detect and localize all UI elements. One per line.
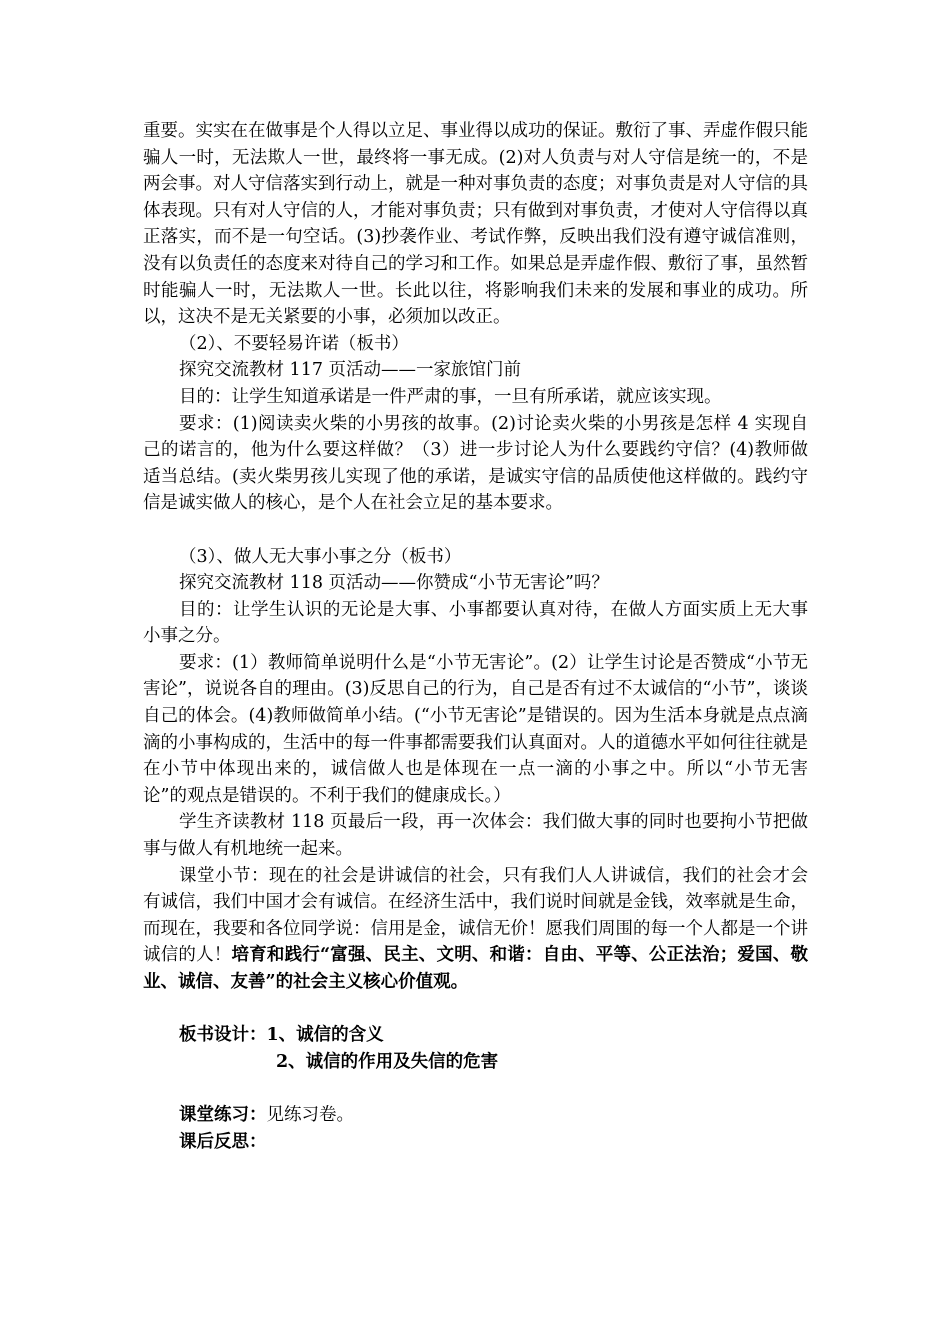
class-practice-text: 见练习卷。 bbox=[266, 1104, 354, 1125]
class-practice-label: 课堂练习： bbox=[179, 1104, 267, 1125]
board-design-item-2: 2、诚信的作用及失信的危害 bbox=[276, 1051, 499, 1072]
section-3-heading: （3）、做人无大事小事之分（板书） bbox=[179, 546, 462, 567]
class-practice bbox=[143, 1102, 808, 1129]
blank-line bbox=[143, 1075, 808, 1102]
section-2-heading: （2）、不要轻易许诺（板书） bbox=[179, 333, 409, 354]
after-class-reflection-label: 课后反思： bbox=[179, 1131, 267, 1152]
blank-line bbox=[143, 517, 808, 544]
core-values-text: 培育和践行“富强、民主、文明、和谐：自由、平等、公正法治；爱国、敬业、诚信、友善”的社会主义核心价值观。 bbox=[143, 945, 808, 992]
section-2-goal: 目的：让学生知道承诺是一件严肃的事，一旦有所承诺，就应该实现。 bbox=[179, 386, 722, 407]
board-design-item-1: 1、诚信的含义 bbox=[266, 1025, 384, 1046]
section-2-requirements: 要求：(1)阅读卖火柴的小男孩的故事。(2)讨论卖火柴的小男孩是怎样 4 实现自己的诺言的，他为什么要这样做？（3）进一步讨论人为什么要践约守信？(4)教师做适当总结。(卖火柴男孩儿实现了他的承诺，是诚实守信的品质使他这样做的。践约守信是诚实做人的核心，是个人在社会立足的基本要求。 bbox=[143, 413, 808, 514]
section-2-activity: 探究交流教材 117 页活动——一家旅馆门前 bbox=[179, 360, 522, 381]
section-3-reading: 学生齐读教材 118 页最后一段，再一次体会：我们做大事的同时也要拘小节把做事与做人有机地统一起来。 bbox=[143, 812, 808, 860]
class-summary bbox=[143, 863, 808, 996]
section-3-goal: 目的：让学生认识的无论是大事、小事都要认真对待，在做人方面实质上无大事小事之分。 bbox=[143, 599, 808, 647]
blank-line bbox=[143, 996, 808, 1023]
document-page bbox=[143, 118, 808, 1155]
paragraph-responsibility: 重要。实实在在做事是个人得以立足、事业得以成功的保证。敷衍了事、弄虚作假只能骗人一时，无法欺人一世，最终将一事无成。(2)对人负责与对人守信是统一的，不是两会事。对人守信落实到行动上，就是一种对事负责的态度；对事负责是对人守信的具体表现。只有对人守信的人，才能对事负责；只有做到对事负责，才使对人守信得以真正落实，而不是一句空话。(3)抄袭作业、考试作弊，反映出我们没有遵守诚信准则，没有以负责任的态度来对待自己的学习和工作。如果总是弄虚作假、敷衍了事，虽然暂时能骗人一时，无法欺人一世。长此以往，将影响我们未来的发展和事业的成功。所以，这决不是无关紧要的小事，必须加以改正。 bbox=[143, 121, 808, 328]
board-design bbox=[143, 1022, 808, 1049]
section-3-activity: 探究交流教材 118 页活动——你赞成“小节无害论”吗？ bbox=[179, 573, 609, 594]
section-3-requirements: 要求：(1）教师简单说明什么是“小节无害论”。(2）让学生讨论是否赞成“小节无害论”，说说各自的理由。(3)反思自己的行为，自己是否有过不太诚信的“小节”，谈谈自己的体会。(4)教师做简单小结。(“小节无害论”是错误的。因为生活本身就是点点滴滴的小事构成的，生活中的每一件事都需要我们认真面对。人的道德水平如何往往就是在小节中体现出来的，诚信做人也是体现在一点一滴的小事之中。所以“小节无害论”的观点是错误的。不利于我们的健康成长。） bbox=[143, 652, 808, 806]
class-summary-text: 课堂小节：现在的社会是讲诚信的社会，只有我们人人讲诚信，我们的社会才会有诚信，我们中国才会有诚信。在经济生活中，我们说时间就是金钱，效率就是生命，而现在，我要和各位同学说：信用是金，诚信无价！愿我们周围的每一个人都是一个讲诚信的人！ bbox=[143, 865, 808, 966]
board-design-label: 板书设计： bbox=[179, 1025, 267, 1046]
